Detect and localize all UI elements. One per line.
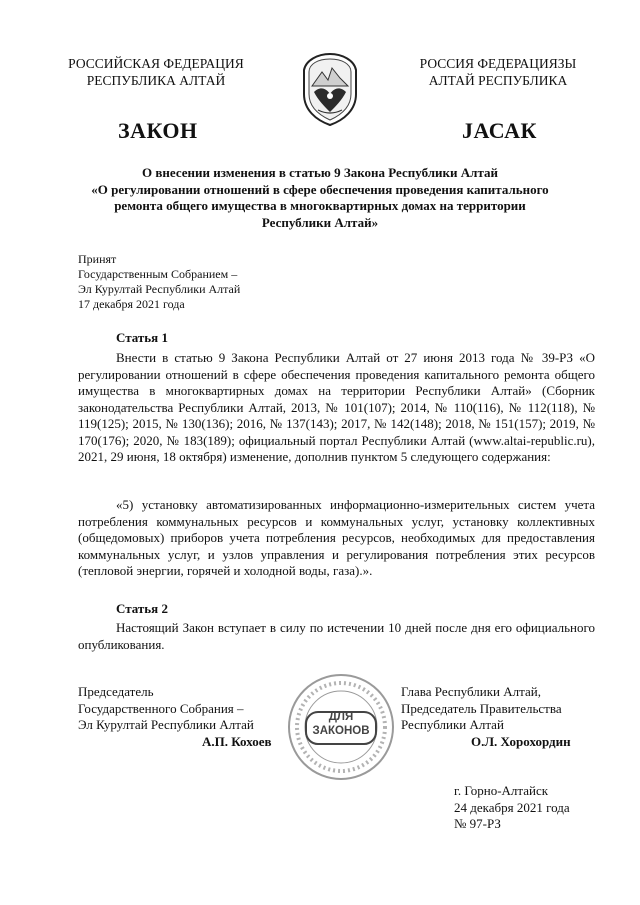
law-number: № 97-РЗ bbox=[454, 816, 501, 831]
stamp-line1: ДЛЯ bbox=[328, 711, 354, 723]
coat-of-arms-icon bbox=[298, 50, 362, 128]
law-title bbox=[68, 165, 572, 231]
header-left-line1: РОССИЙСКАЯ ФЕДЕРАЦИЯ bbox=[68, 56, 244, 71]
header-right-line1: РОССИЯ ФЕДЕРАЦИЯЗЫ bbox=[419, 56, 577, 71]
article1-paragraph2: «5) установку автоматизированных информационно-измерительных систем учета потребления коммунальных ресурсов и коммунальных услуг, установку коллективных (общедомовых) приборов учета потребления ресурсов, необходимых для предоставления коммунальных услуг, и узлов управления и регулирования потребления этих ресурсов (тепловой энергии, горячей и холодной воды, газа).». bbox=[78, 497, 595, 578]
article1-paragraph1: Внести в статью 9 Закона Республики Алтай от 27 июня 2013 года № 39-РЗ «О регулировании отношений в сфере обеспечения проведения капитального ремонта общего имущества в многоквартирных домах на территории Республики Алтай» (Сборник законодательства Республики Алтай, 2013, № 101(107); 2014, № 110(116), № 112(118), № 119(125); 2015, № 130(136); 2016, № 137(143); 2017, № 142(148); 2018, № 151(157); 2019, № 170(176); 2020, № 183(189); официальный портал Республики Алтай (www.altai-republic.ru), 2021, 29 июня, 18 октября) изменение, дополнив пунктом 5 следующего содержания: bbox=[78, 350, 595, 464]
header-right bbox=[398, 55, 598, 89]
adopted-block bbox=[78, 252, 240, 312]
title-zakon: ЗАКОН bbox=[118, 118, 198, 143]
place-date-block bbox=[454, 783, 570, 833]
place-date: 24 декабря 2021 года bbox=[454, 799, 570, 815]
header-left-line2: РЕСПУБЛИКА АЛТАЙ bbox=[86, 73, 226, 88]
signature-left bbox=[78, 684, 272, 750]
signature-left-line1: Председатель bbox=[78, 684, 154, 699]
signature-right bbox=[401, 684, 571, 750]
adopted-line3: Эл Курултай Республики Алтай bbox=[78, 282, 241, 296]
law-title-line4: Республики Алтай» bbox=[261, 214, 379, 230]
title-jasak: JАСАК bbox=[462, 118, 537, 143]
signature-left-name: А.П. Кохоев bbox=[202, 733, 272, 749]
adopted-line1: Принят bbox=[78, 252, 117, 266]
adopted-line2: Государственным Собранием – bbox=[78, 267, 238, 281]
stamp-for-laws bbox=[286, 672, 396, 782]
signature-left-line2: Государственного Собрания – bbox=[78, 700, 244, 716]
header-right-line2: АЛТАЙ РЕСПУБЛИКА bbox=[428, 73, 568, 88]
signature-right-line3: Республики Алтай bbox=[401, 717, 504, 732]
signature-right-line2: Председатель Правительства bbox=[401, 700, 562, 716]
article2-paragraph1: Настоящий Закон вступает в силу по истечении 10 дней после дня его официального опубликования. bbox=[78, 620, 595, 652]
place-city: г. Горно-Алтайск bbox=[454, 783, 549, 798]
signature-right-line1: Глава Республики Алтай, bbox=[401, 684, 541, 699]
signature-left-line3: Эл Курултай Республики Алтай bbox=[78, 717, 254, 732]
article2-heading: Статья 2 bbox=[116, 601, 168, 616]
article1-heading: Статья 1 bbox=[116, 330, 168, 345]
law-title-line2: «О регулировании отношений в сфере обеспечения проведения капитального bbox=[91, 181, 549, 197]
signature-right-name: О.Л. Хорохордин bbox=[471, 733, 571, 749]
adopted-line4: 17 декабря 2021 года bbox=[78, 297, 185, 311]
stamp-line2: ЗАКОНОВ bbox=[312, 725, 370, 737]
header-left bbox=[56, 55, 256, 89]
law-title-line1: О внесении изменения в статью 9 Закона Республики Алтай bbox=[142, 165, 498, 180]
law-title-line3: ремонта общего имущества в многоквартирных домах на территории bbox=[114, 198, 526, 213]
